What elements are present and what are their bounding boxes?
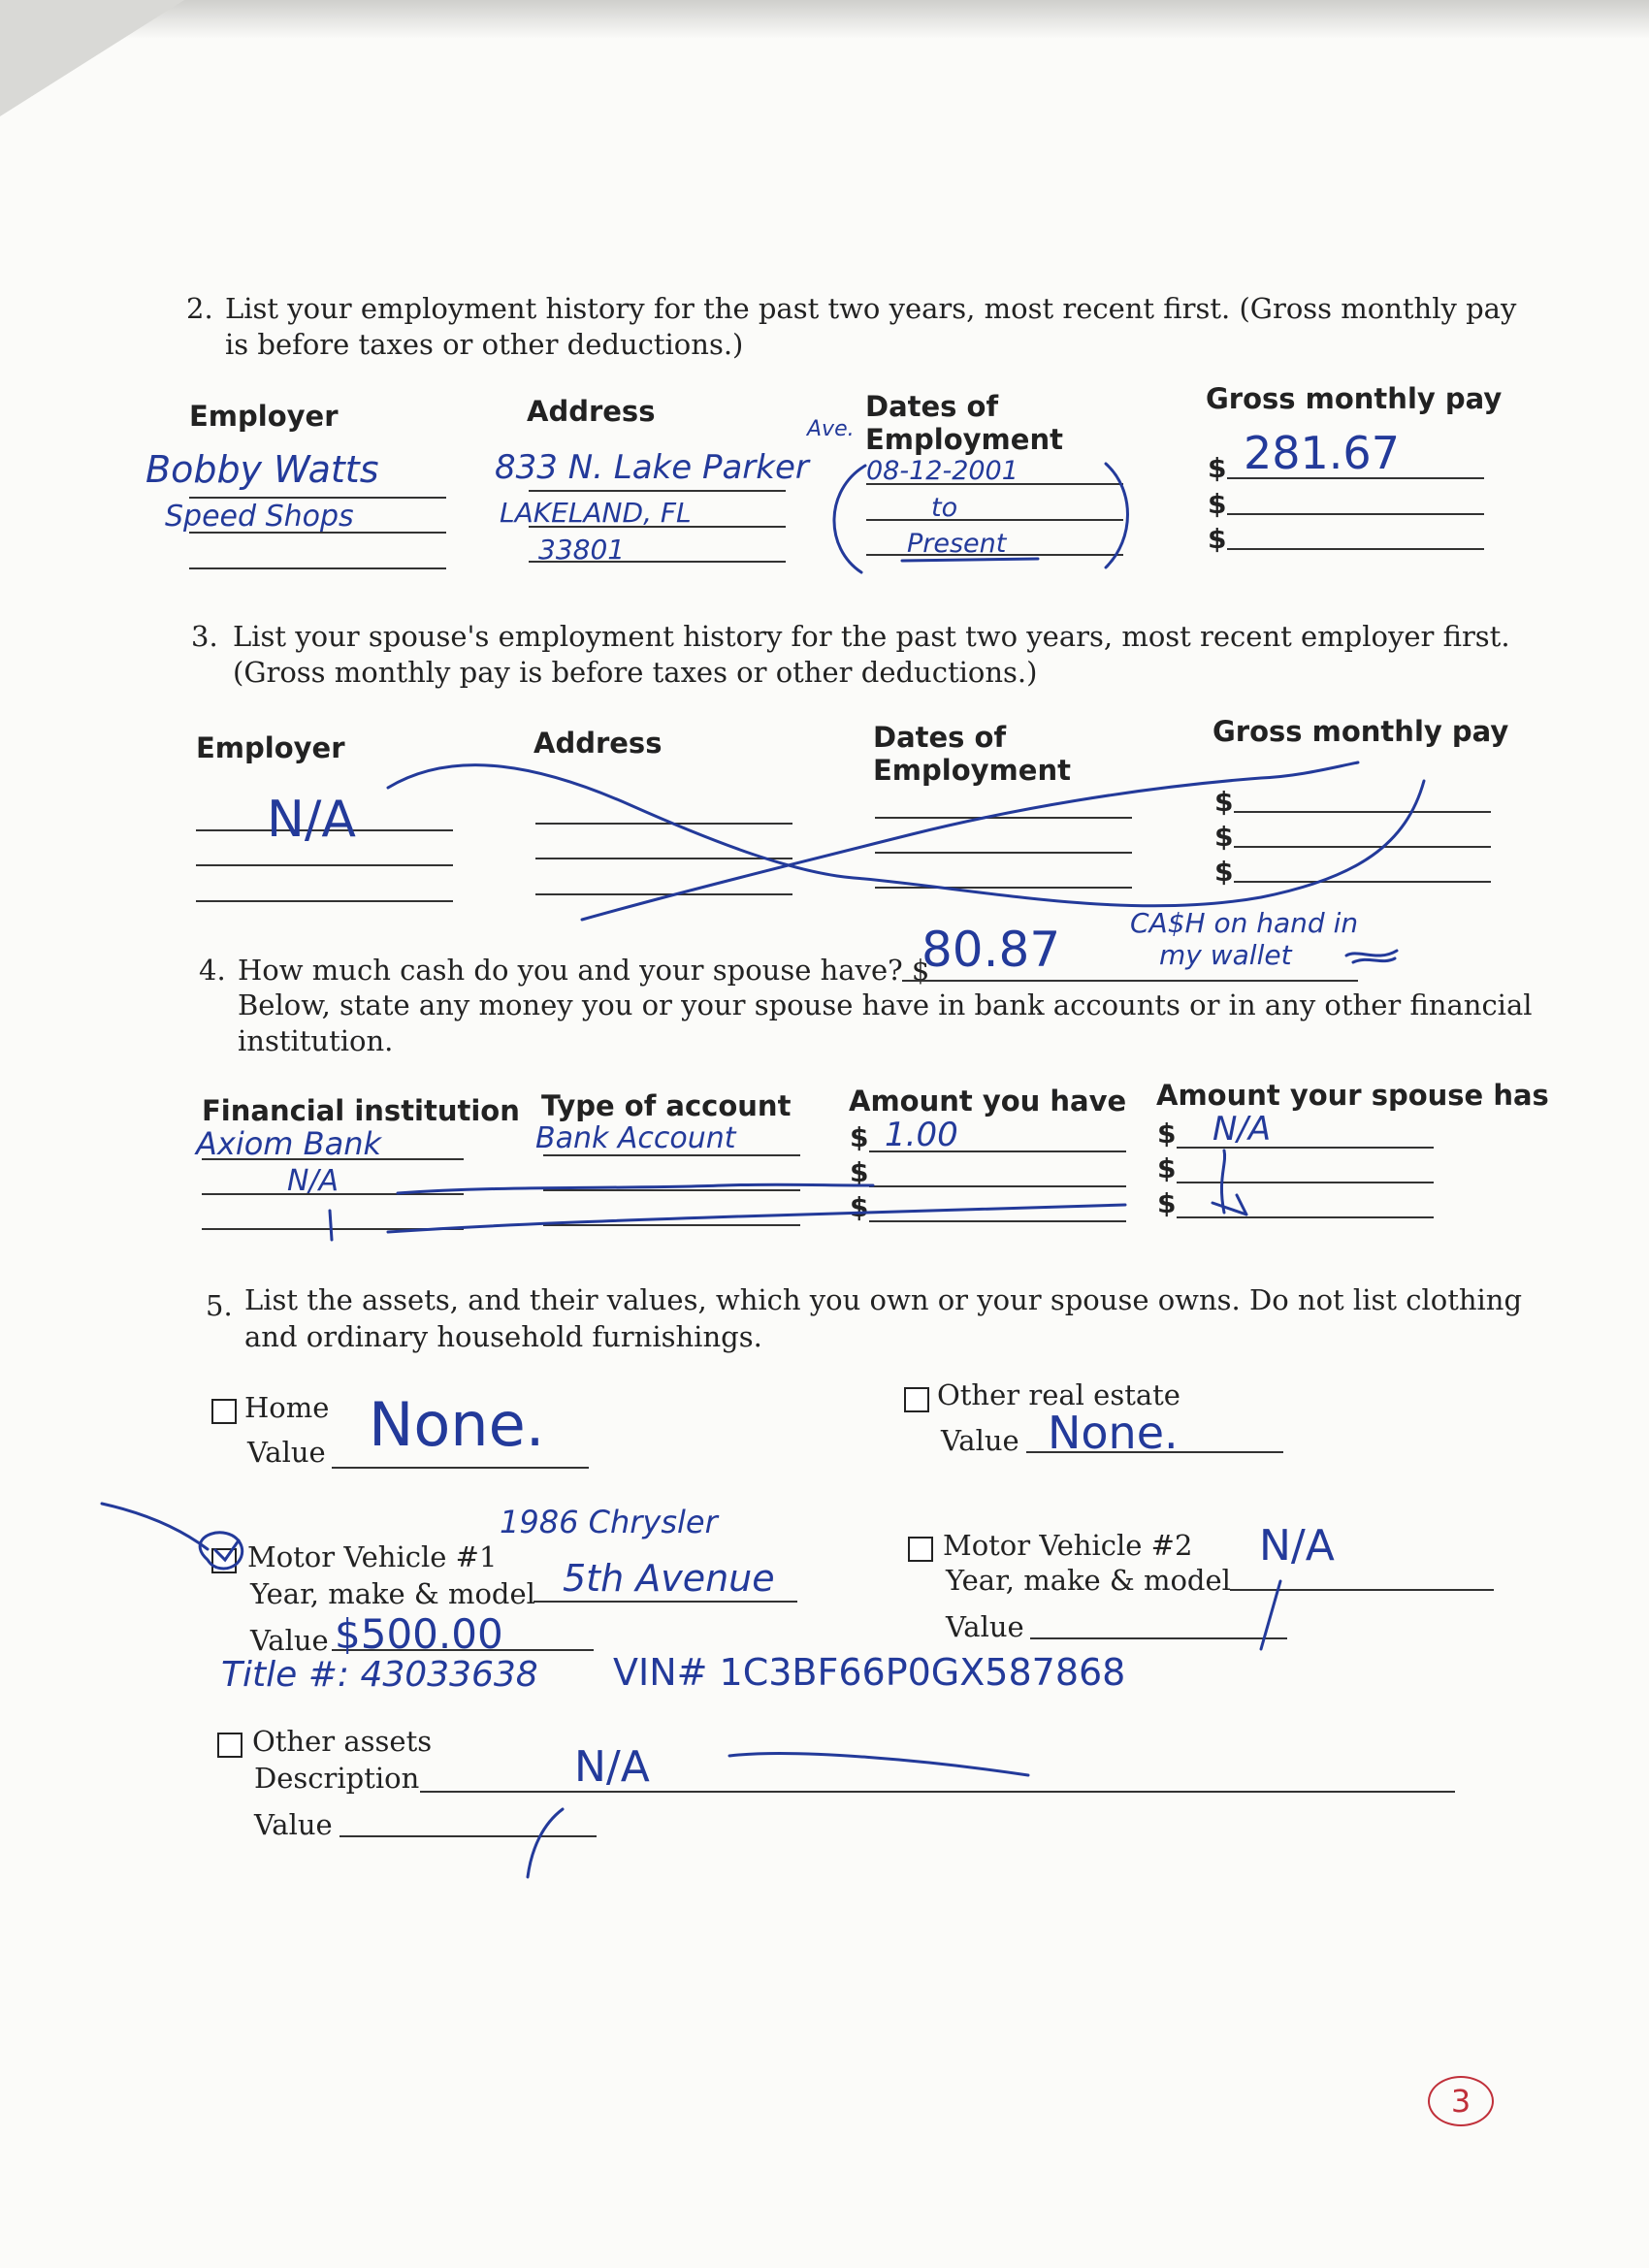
q4-cash-value: 80.87	[922, 922, 1061, 978]
other-real-estate-label: Other real estate	[937, 1378, 1180, 1411]
q4-header-amount: Amount you have	[849, 1085, 1127, 1118]
q4-header-spouse: Amount your spouse has	[1156, 1079, 1549, 1112]
q3-header-address: Address	[534, 727, 663, 760]
q3-number: 3.	[191, 620, 218, 653]
q2-header-dates-2: Employment	[865, 423, 1063, 456]
q4-amount-value: 1.00	[885, 1116, 958, 1154]
motor-vehicle-2-value-label: Value	[946, 1610, 1024, 1643]
motor-vehicle-1-ymm-label: Year, make & model	[250, 1577, 535, 1610]
q2-header-pay: Gross monthly pay	[1206, 382, 1503, 415]
q4-institution-value: Axiom Bank	[196, 1125, 382, 1162]
q4-cash-note-2: my wallet	[1159, 939, 1292, 971]
q2-dollar-3: $	[1208, 523, 1227, 555]
q2-employer-value-1: Bobby Watts	[146, 448, 379, 491]
q4-spouse-dollar-2: $	[1157, 1152, 1177, 1184]
q5-text-line1: List the assets, and their values, which you own or your spouse owns. Do not list clothing	[244, 1283, 1523, 1316]
q4-type-value: Bank Account	[535, 1121, 736, 1155]
home-label: Home	[244, 1391, 330, 1424]
other-real-estate-value-label: Value	[941, 1424, 1019, 1457]
other-assets-description-value: N/A	[574, 1742, 650, 1792]
q3-header-dates-2: Employment	[873, 754, 1071, 787]
q2-dollar-1: $	[1208, 452, 1227, 484]
other-assets-value-slash	[528, 1809, 563, 1877]
mv2-slash	[1261, 1581, 1280, 1649]
motor-vehicle-1-label: Motor Vehicle #1	[247, 1540, 498, 1573]
q2-address-value-1: 833 N. Lake Parker	[495, 448, 809, 487]
q3-dollar-1: $	[1214, 786, 1234, 818]
q4-header-institution: Financial institution	[202, 1094, 520, 1127]
motor-vehicle-1-value-label: Value	[250, 1624, 329, 1657]
q3-header-pay: Gross monthly pay	[1212, 715, 1509, 748]
other-real-estate-value: None.	[1048, 1407, 1179, 1459]
other-assets-label: Other assets	[252, 1725, 433, 1758]
q4-spouse-dollar-1: $	[1157, 1118, 1177, 1150]
q2-text-line1: List your employment history for the past two years, most recent first. (Gross monthly pay	[225, 292, 1517, 325]
q2-pay-value: 281.67	[1244, 427, 1400, 479]
q4-dollar-1: $	[850, 1121, 869, 1153]
q2-number: 2.	[186, 292, 213, 325]
q5-number: 5.	[206, 1289, 233, 1322]
q3-cross-stroke-2	[582, 762, 1358, 920]
q2-address-value-3: 33801	[538, 534, 626, 566]
q3-dollar-2: $	[1214, 821, 1234, 853]
q4-text-line1: How much cash do you and your spouse have? $	[238, 954, 930, 987]
q3-text-line1: List your spouse's employment history for the past two years, most recent employer first.	[233, 620, 1510, 653]
motor-vehicle-1-ymm-value-2: 5th Avenue	[563, 1557, 775, 1600]
q5-text-line2: and ordinary household furnishings.	[244, 1320, 762, 1353]
q4-cash-note-1: CA$H on hand in	[1130, 907, 1359, 939]
motor-vehicle-2-label: Motor Vehicle #2	[943, 1529, 1193, 1562]
q4-wallet-scribble	[1346, 951, 1397, 962]
q4-institution-tick	[330, 1211, 332, 1240]
q4-dollar-2: $	[850, 1156, 869, 1188]
q2-address-value-2: LAKELAND, FL	[500, 497, 692, 529]
motor-vehicle-1-title: Title #: 43033638	[221, 1655, 538, 1695]
q2-dates-bracket-left	[834, 466, 865, 572]
q2-dates-value-1: 08-12-2001	[866, 456, 1018, 486]
other-assets-value-label: Value	[254, 1808, 333, 1841]
q2-dates-bracket-right	[1106, 464, 1128, 567]
q3-text-line2: (Gross monthly pay is before taxes or other deductions.)	[233, 656, 1038, 689]
other-assets-desc-stroke	[729, 1754, 1028, 1775]
mv1-margin-line	[102, 1504, 208, 1549]
q4-spouse-arrow-head	[1212, 1195, 1246, 1215]
q4-spouse-arrow-shaft	[1221, 1150, 1224, 1213]
q3-dollar-3: $	[1214, 856, 1234, 888]
q4-institution-strike-2	[388, 1205, 1125, 1232]
q2-address-ave: Ave.	[807, 417, 855, 441]
q4-number: 4.	[199, 954, 226, 987]
q4-text-line2: Below, state any money you or your spouse have in bank accounts or in any other financial	[238, 988, 1533, 1021]
motor-vehicle-2-ymm-label: Year, make & model	[946, 1564, 1231, 1597]
q2-text-line2: is before taxes or other deductions.)	[225, 328, 744, 361]
home-value-label: Value	[247, 1436, 326, 1469]
q4-header-type: Type of account	[541, 1089, 792, 1122]
q4-dollar-3: $	[850, 1191, 869, 1223]
mv1-circle	[200, 1533, 242, 1569]
motor-vehicle-1-value: $500.00	[335, 1610, 503, 1658]
motor-vehicle-2-value: N/A	[1259, 1521, 1335, 1571]
home-value: None.	[369, 1389, 545, 1460]
q4-institution-strike-1	[398, 1184, 873, 1193]
motor-vehicle-1-ymm-value-1: 1986 Chrysler	[500, 1504, 718, 1540]
mv1-check	[215, 1540, 239, 1560]
q2-header-dates-1: Dates of	[865, 390, 999, 423]
q2-dollar-2: $	[1208, 488, 1227, 520]
q4-spouse-dollar-3: $	[1157, 1187, 1177, 1219]
q2-dates-value-2: to	[931, 493, 958, 523]
q2-header-employer: Employer	[189, 400, 339, 433]
q4-spouse-value: N/A	[1212, 1110, 1272, 1149]
q4-text-line3: institution.	[238, 1024, 394, 1057]
motor-vehicle-1-vin: VIN# 1C3BF66P0GX587868	[613, 1651, 1126, 1694]
q3-header-employer: Employer	[196, 731, 345, 764]
q3-header-dates-1: Dates of	[873, 721, 1007, 754]
q2-header-address: Address	[527, 395, 656, 428]
q4-institution-value-2: N/A	[287, 1164, 340, 1198]
page-number: 3	[1428, 2076, 1494, 2126]
other-assets-description-label: Description	[254, 1762, 420, 1795]
q3-employer-value: N/A	[267, 791, 356, 849]
q2-present-underline	[902, 559, 1038, 561]
q2-dates-value-3: Present	[907, 529, 1007, 559]
q2-employer-value-2: Speed Shops	[165, 500, 354, 534]
